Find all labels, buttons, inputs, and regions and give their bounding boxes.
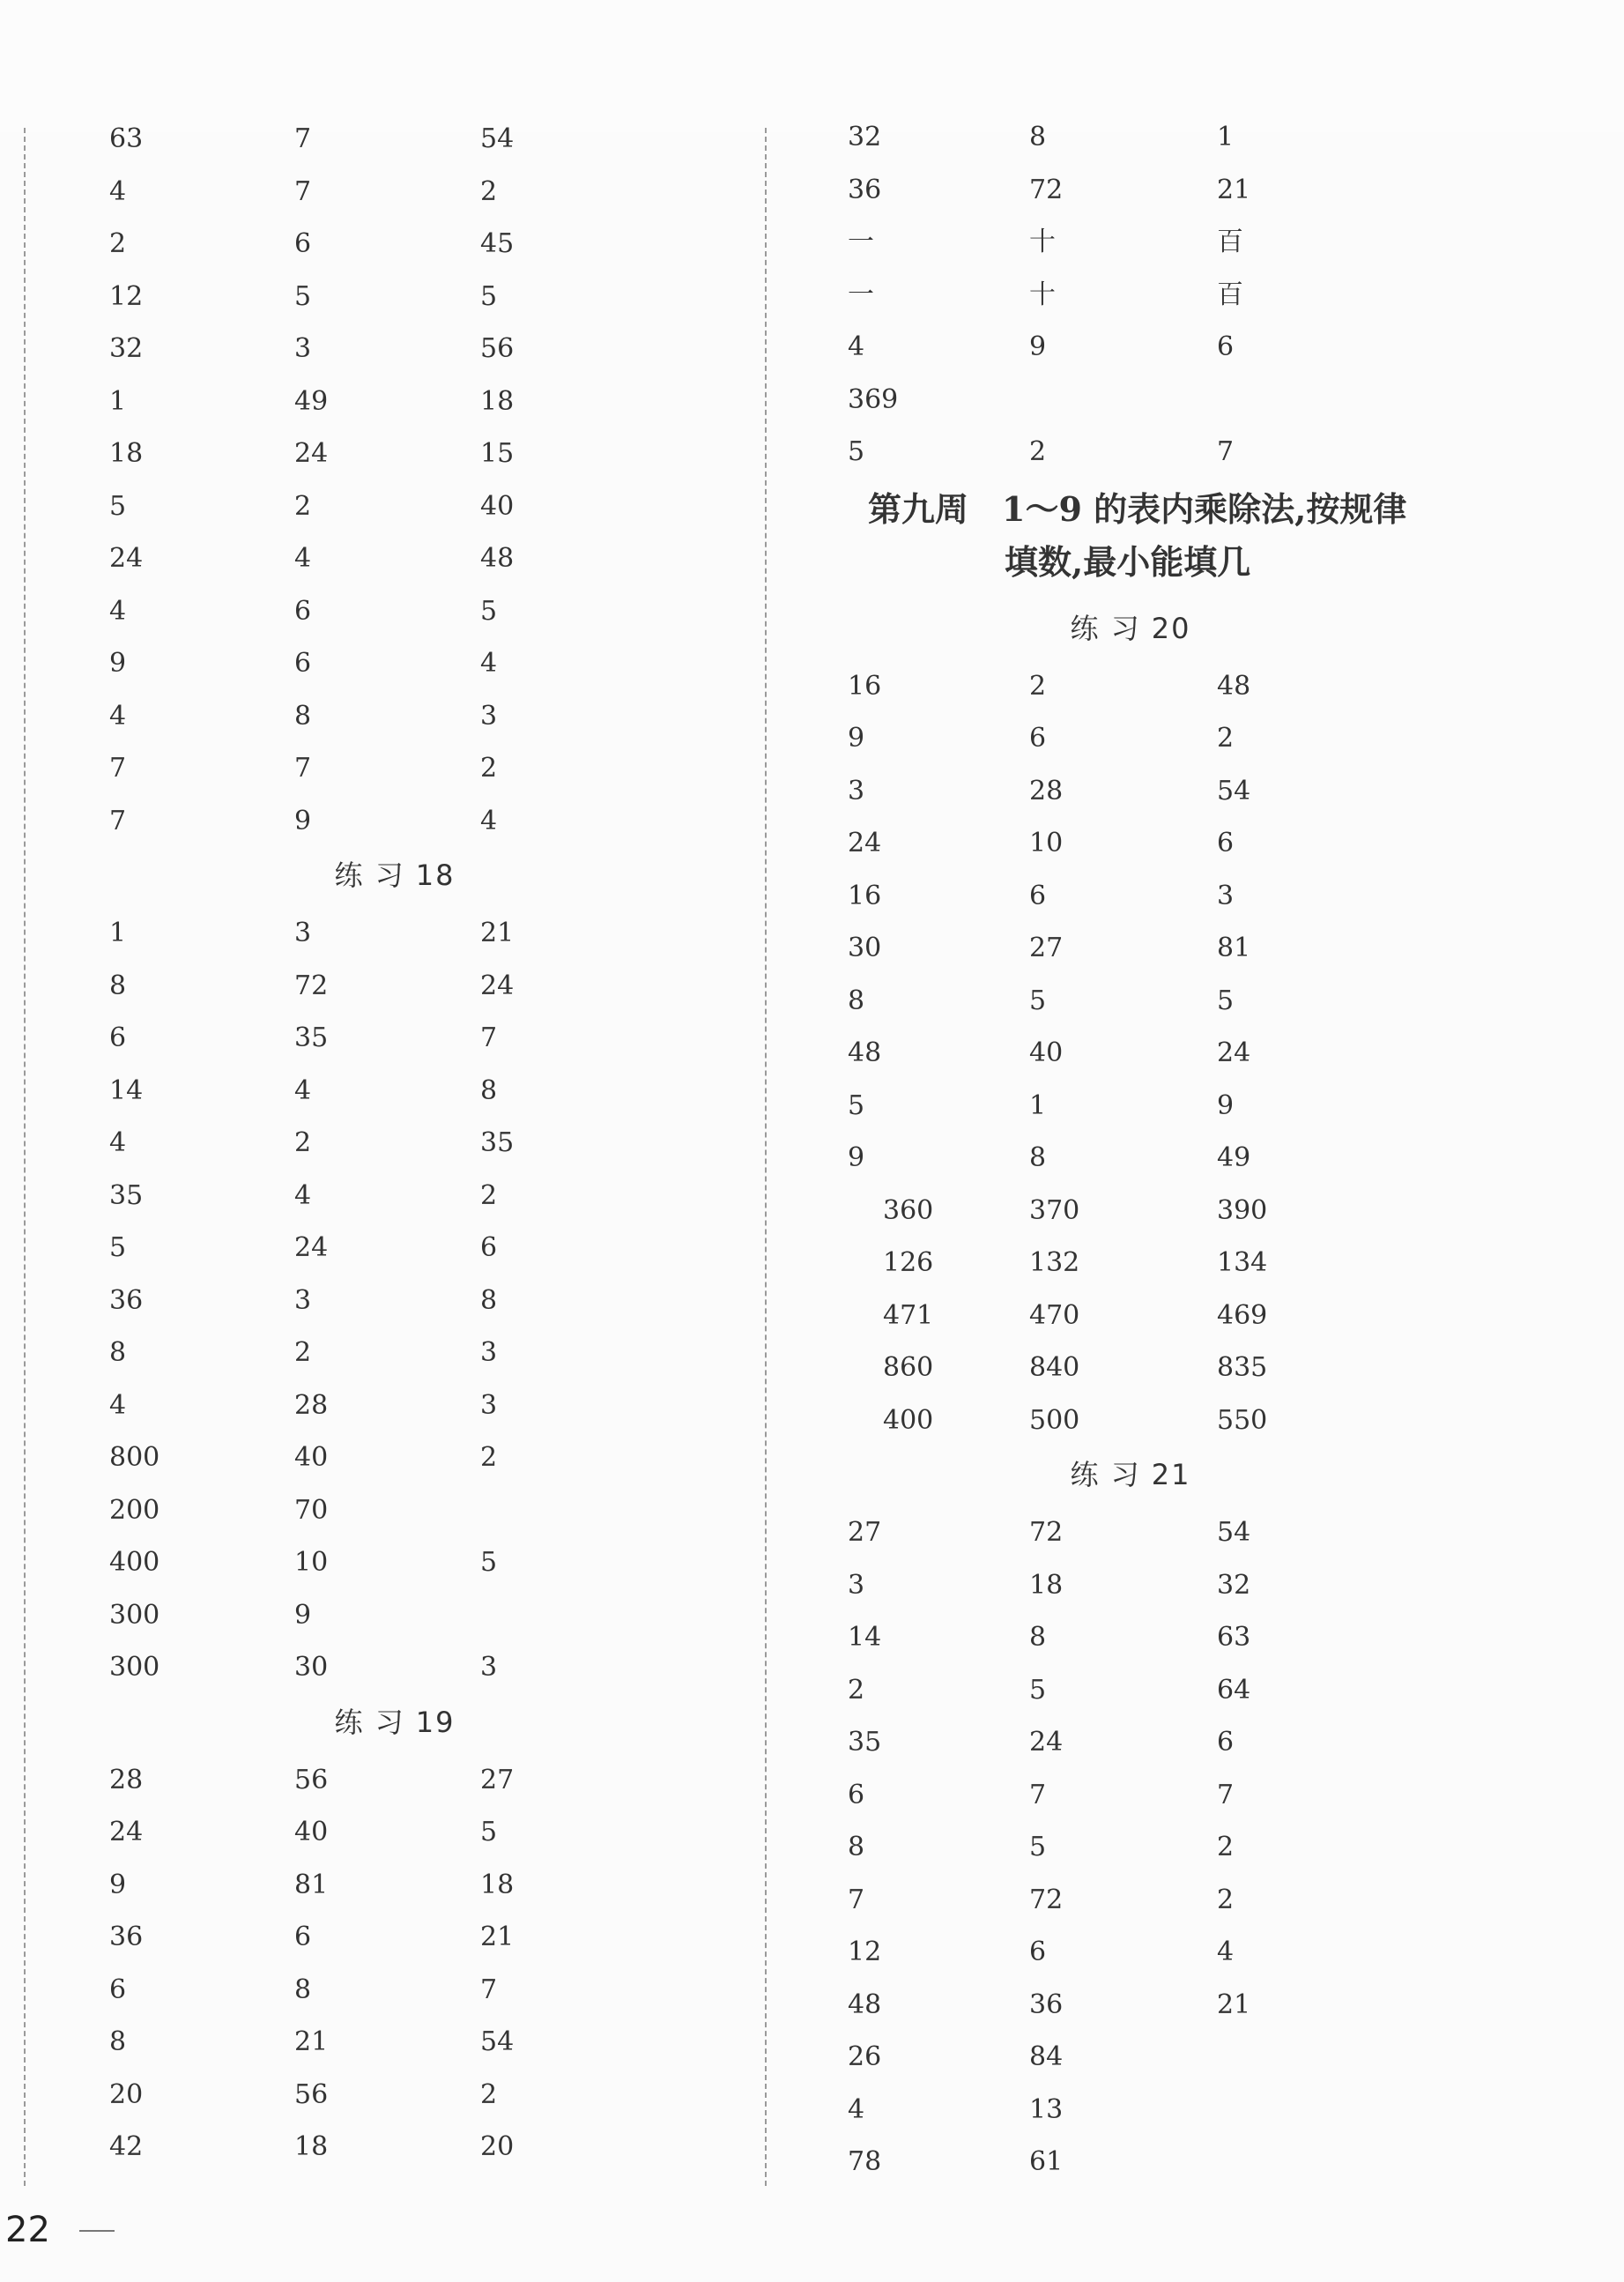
answer-value: 32 — [848, 122, 882, 152]
answer-value: 18 — [109, 438, 144, 469]
answer-value: 27 — [1029, 933, 1064, 963]
answer-value: 5 — [109, 1232, 127, 1263]
answer-value: 4 — [294, 1074, 312, 1106]
answer-value: 2 — [480, 2078, 498, 2110]
answer-value: 2 — [480, 1442, 498, 1473]
answer-value: 126 — [883, 1247, 934, 1278]
answer-value: 18 — [294, 2131, 329, 2162]
answer-value: 4 — [294, 543, 312, 574]
answer-value: 54 — [1217, 775, 1251, 807]
answer-value: 5 — [480, 1547, 498, 1578]
answer-value: 6 — [294, 595, 312, 627]
answer-value: 24 — [848, 828, 882, 859]
answer-value: 3 — [480, 1337, 498, 1368]
answer-value: 7 — [480, 1974, 498, 2005]
answer-value: 840 — [1029, 1352, 1080, 1383]
answer-value: 8 — [109, 970, 127, 1001]
answer-value: 4 — [109, 595, 127, 627]
answer-value: 40 — [1029, 1037, 1064, 1068]
answer-value: 9 — [294, 1599, 312, 1631]
answer-value: 6 — [1217, 828, 1235, 859]
answer-value: 42 — [109, 2131, 144, 2162]
answer-value: 40 — [294, 1442, 329, 1473]
answer-value: 6 — [109, 1022, 127, 1053]
answer-value: 21 — [480, 1921, 515, 1952]
answer-value: 21 — [1217, 174, 1251, 205]
answer-value: 8 — [848, 1832, 865, 1862]
answer-value: 2 — [1029, 436, 1047, 467]
answer-value: 200 — [109, 1494, 160, 1526]
answer-value: 48 — [848, 1037, 882, 1068]
answer-value: 56 — [480, 333, 515, 364]
page-number-rule — [79, 2230, 115, 2232]
answer-value: 18 — [1029, 1569, 1064, 1601]
answer-value: 28 — [294, 1389, 329, 1421]
answer-value: 5 — [109, 490, 127, 522]
answer-value: 360 — [883, 1194, 934, 1226]
answer-value: 16 — [848, 670, 882, 702]
answer-value: 24 — [109, 1817, 144, 1847]
answer-value: 30 — [848, 933, 882, 963]
answer-value: 2 — [1217, 1884, 1235, 1915]
answer-value: 21 — [480, 918, 515, 948]
answer-value: 5 — [1029, 1674, 1047, 1706]
answer-value: 6 — [294, 1921, 312, 1952]
answer-value: 72 — [1029, 1517, 1064, 1548]
answer-value: 2 — [294, 490, 312, 522]
answer-value: 54 — [1217, 1517, 1251, 1548]
answer-value: 3 — [480, 1652, 498, 1683]
answer-value: 6 — [1029, 880, 1047, 911]
answer-value: 63 — [109, 123, 144, 154]
answer-value: 3 — [480, 700, 498, 732]
answer-value: 4 — [294, 1179, 312, 1211]
answer-value: 27 — [480, 1764, 515, 1795]
answer-value: 5 — [848, 436, 865, 467]
answer-value: 300 — [109, 1599, 160, 1631]
answer-value: 2 — [848, 1674, 865, 1706]
exercise-heading: 练 习 18 — [334, 859, 456, 892]
answer-value: 400 — [109, 1547, 160, 1578]
answer-value: 28 — [109, 1764, 144, 1795]
answer-value: 8 — [1029, 122, 1047, 152]
answer-value: 40 — [294, 1817, 329, 1847]
answer-value: 12 — [848, 1936, 882, 1967]
answer-value: 4 — [848, 2093, 865, 2125]
answer-value: 20 — [109, 2078, 144, 2110]
answer-value: 9 — [294, 805, 312, 836]
answer-value: 12 — [109, 280, 144, 312]
answer-value: 14 — [109, 1074, 144, 1106]
answer-value: 9 — [1029, 331, 1047, 362]
left-dashed-margin-line — [24, 128, 26, 2186]
answer-value: 56 — [294, 1764, 329, 1795]
answer-value: 48 — [1217, 670, 1251, 702]
answer-value: 35 — [109, 1179, 144, 1211]
week-title-line-2: 填数,最小能填几 — [1005, 541, 1251, 582]
answer-value: 6 — [294, 648, 312, 679]
answer-value: 1 — [1029, 1089, 1047, 1121]
answer-value: 72 — [1029, 174, 1064, 205]
answer-value: 49 — [294, 385, 329, 417]
answer-value: 48 — [480, 543, 515, 574]
answer-value: 5 — [1029, 985, 1047, 1016]
answer-value: 36 — [1029, 1988, 1064, 2020]
answer-value: 8 — [480, 1074, 498, 1106]
answer-value: 2 — [480, 175, 498, 207]
answer-value: 30 — [294, 1652, 329, 1683]
answer-value: 9 — [109, 648, 127, 679]
answer-value: 2 — [109, 228, 127, 259]
answer-value: 61 — [1029, 2146, 1064, 2177]
answer-value: 370 — [1029, 1194, 1080, 1226]
center-dashed-divider — [765, 128, 767, 2186]
answer-value: 8 — [480, 1284, 498, 1316]
answer-value: 6 — [1029, 1936, 1047, 1967]
answer-value: 4 — [848, 331, 865, 362]
answer-value: 36 — [109, 1921, 144, 1952]
answer-value: 2 — [1217, 723, 1235, 754]
answer-value: 81 — [294, 1869, 329, 1900]
answer-value: 28 — [1029, 775, 1064, 807]
answer-value: 24 — [294, 1232, 329, 1263]
answer-value: 7 — [848, 1884, 865, 1915]
answer-value: 21 — [294, 2026, 329, 2057]
answer-value: 24 — [1029, 1727, 1064, 1758]
answer-value: 70 — [294, 1494, 329, 1526]
answer-value: 35 — [294, 1022, 329, 1053]
answer-value: 7 — [1029, 1779, 1047, 1810]
answer-value: 9 — [848, 1142, 865, 1173]
answer-value: 9 — [1217, 1089, 1235, 1121]
answer-value: 3 — [480, 1389, 498, 1421]
answer-value: 27 — [848, 1517, 882, 1548]
answer-value: 860 — [883, 1352, 934, 1383]
answer-value: 4 — [109, 175, 127, 207]
answer-value: 24 — [294, 438, 329, 469]
answer-value: 3 — [1217, 880, 1235, 911]
answer-value: 24 — [109, 543, 144, 574]
answer-value: 8 — [109, 1337, 127, 1368]
answer-value: 8 — [109, 2026, 127, 2057]
answer-value: 6 — [1029, 723, 1047, 754]
answer-value: 4 — [1217, 1936, 1235, 1967]
answer-value: 550 — [1217, 1404, 1268, 1436]
answer-value: 8 — [848, 985, 865, 1016]
answer-value: 10 — [294, 1547, 329, 1578]
answer-value: 3 — [848, 1569, 865, 1601]
answer-value: 3 — [294, 1284, 312, 1316]
answer-value: 4 — [109, 1127, 127, 1158]
answer-value: 6 — [109, 1974, 127, 2005]
answer-value: 16 — [848, 880, 882, 911]
exercise-heading: 练 习 21 — [1070, 1458, 1191, 1491]
answer-value: 24 — [480, 970, 515, 1001]
answer-value: 十 — [1029, 279, 1056, 310]
answer-value: 7 — [109, 805, 127, 836]
answer-value: 7 — [109, 753, 127, 784]
answer-value: 15 — [480, 438, 515, 469]
answer-value: 百 — [1217, 279, 1243, 310]
answer-value: 72 — [1029, 1884, 1064, 1915]
answer-value: 390 — [1217, 1194, 1268, 1226]
answer-value: 6 — [1217, 331, 1235, 362]
answer-value: 6 — [848, 1779, 865, 1810]
answer-value: 132 — [1029, 1247, 1080, 1278]
answer-value: 4 — [109, 700, 127, 732]
answer-value: 63 — [1217, 1622, 1251, 1653]
answer-value: 13 — [1029, 2093, 1064, 2125]
answer-value: 48 — [848, 1988, 882, 2020]
answer-value: 134 — [1217, 1247, 1268, 1278]
answer-value: 8 — [1029, 1142, 1047, 1173]
answer-value: 9 — [109, 1869, 127, 1900]
answer-value: 24 — [1217, 1037, 1251, 1068]
answer-value: 百 — [1217, 227, 1243, 257]
answer-value: 369 — [848, 383, 899, 415]
answer-value: 400 — [883, 1404, 934, 1436]
answer-value: 54 — [480, 123, 515, 154]
answer-value: 5 — [480, 1817, 498, 1847]
answer-value: 81 — [1217, 933, 1251, 963]
answer-value: 64 — [1217, 1674, 1251, 1706]
answer-value: 2 — [294, 1337, 312, 1368]
answer-value: 4 — [480, 805, 498, 836]
page-top-margin — [0, 0, 1624, 132]
answer-value: 84 — [1029, 2041, 1064, 2072]
answer-value: 一 — [848, 227, 874, 257]
answer-value: 6 — [1217, 1727, 1235, 1758]
answer-value: 1 — [109, 918, 127, 948]
answer-value: 5 — [294, 280, 312, 312]
answer-value: 2 — [294, 1127, 312, 1158]
answer-value: 35 — [848, 1727, 882, 1758]
page-number: 22 — [5, 2210, 50, 2250]
week-title-line-1: 第九周 1～9 的表内乘除法,按规律 — [868, 488, 1407, 529]
answer-value: 7 — [294, 175, 312, 207]
answer-value: 471 — [883, 1299, 934, 1331]
answer-value: 18 — [480, 1869, 515, 1900]
answer-value: 40 — [480, 490, 515, 522]
answer-value: 6 — [294, 228, 312, 259]
answer-value: 5 — [480, 595, 498, 627]
answer-value: 4 — [109, 1389, 127, 1421]
answer-value: 6 — [480, 1232, 498, 1263]
answer-value: 20 — [480, 2131, 515, 2162]
answer-value: 45 — [480, 228, 515, 259]
answer-value: 5 — [1217, 985, 1235, 1016]
answer-value: 7 — [1217, 1779, 1235, 1810]
answer-value: 1 — [109, 385, 127, 417]
answer-value: 一 — [848, 279, 874, 310]
answer-value: 2 — [1029, 670, 1047, 702]
answer-value: 800 — [109, 1442, 160, 1473]
answer-value: 1 — [1217, 122, 1235, 152]
answer-value: 7 — [480, 1022, 498, 1053]
answer-value: 32 — [1217, 1569, 1251, 1601]
answer-value: 5 — [848, 1089, 865, 1121]
answer-value: 21 — [1217, 1988, 1251, 2020]
answer-value: 72 — [294, 970, 329, 1001]
answer-value: 36 — [109, 1284, 144, 1316]
answer-value: 5 — [1029, 1832, 1047, 1862]
answer-value: 35 — [480, 1127, 515, 1158]
answer-value: 2 — [1217, 1832, 1235, 1862]
answer-value: 469 — [1217, 1299, 1268, 1331]
answer-value: 7 — [294, 123, 312, 154]
answer-value: 56 — [294, 2078, 329, 2110]
answer-value: 78 — [848, 2146, 882, 2177]
answer-value: 32 — [109, 333, 144, 364]
answer-value: 500 — [1029, 1404, 1080, 1436]
answer-value: 9 — [848, 723, 865, 754]
answer-value: 8 — [1029, 1622, 1047, 1653]
answer-value: 10 — [1029, 828, 1064, 859]
answer-value: 54 — [480, 2026, 515, 2057]
answer-value: 18 — [480, 385, 515, 417]
answer-value: 4 — [480, 648, 498, 679]
answer-value: 3 — [294, 918, 312, 948]
answer-value: 7 — [1217, 436, 1235, 467]
answer-value: 49 — [1217, 1142, 1251, 1173]
answer-value: 835 — [1217, 1352, 1268, 1383]
answer-value: 2 — [480, 753, 498, 784]
exercise-heading: 练 习 19 — [334, 1705, 456, 1739]
answer-value: 5 — [480, 280, 498, 312]
exercise-heading: 练 习 20 — [1070, 611, 1191, 645]
answer-value: 8 — [294, 1974, 312, 2005]
answer-value: 3 — [294, 333, 312, 364]
answer-value: 7 — [294, 753, 312, 784]
answer-value: 470 — [1029, 1299, 1080, 1331]
answer-value: 8 — [294, 700, 312, 732]
answer-value: 36 — [848, 174, 882, 205]
answer-value: 26 — [848, 2041, 882, 2072]
answer-value: 2 — [480, 1179, 498, 1211]
answer-value: 十 — [1029, 227, 1056, 257]
answer-value: 300 — [109, 1652, 160, 1683]
answer-value: 3 — [848, 775, 865, 807]
answer-value: 14 — [848, 1622, 882, 1653]
